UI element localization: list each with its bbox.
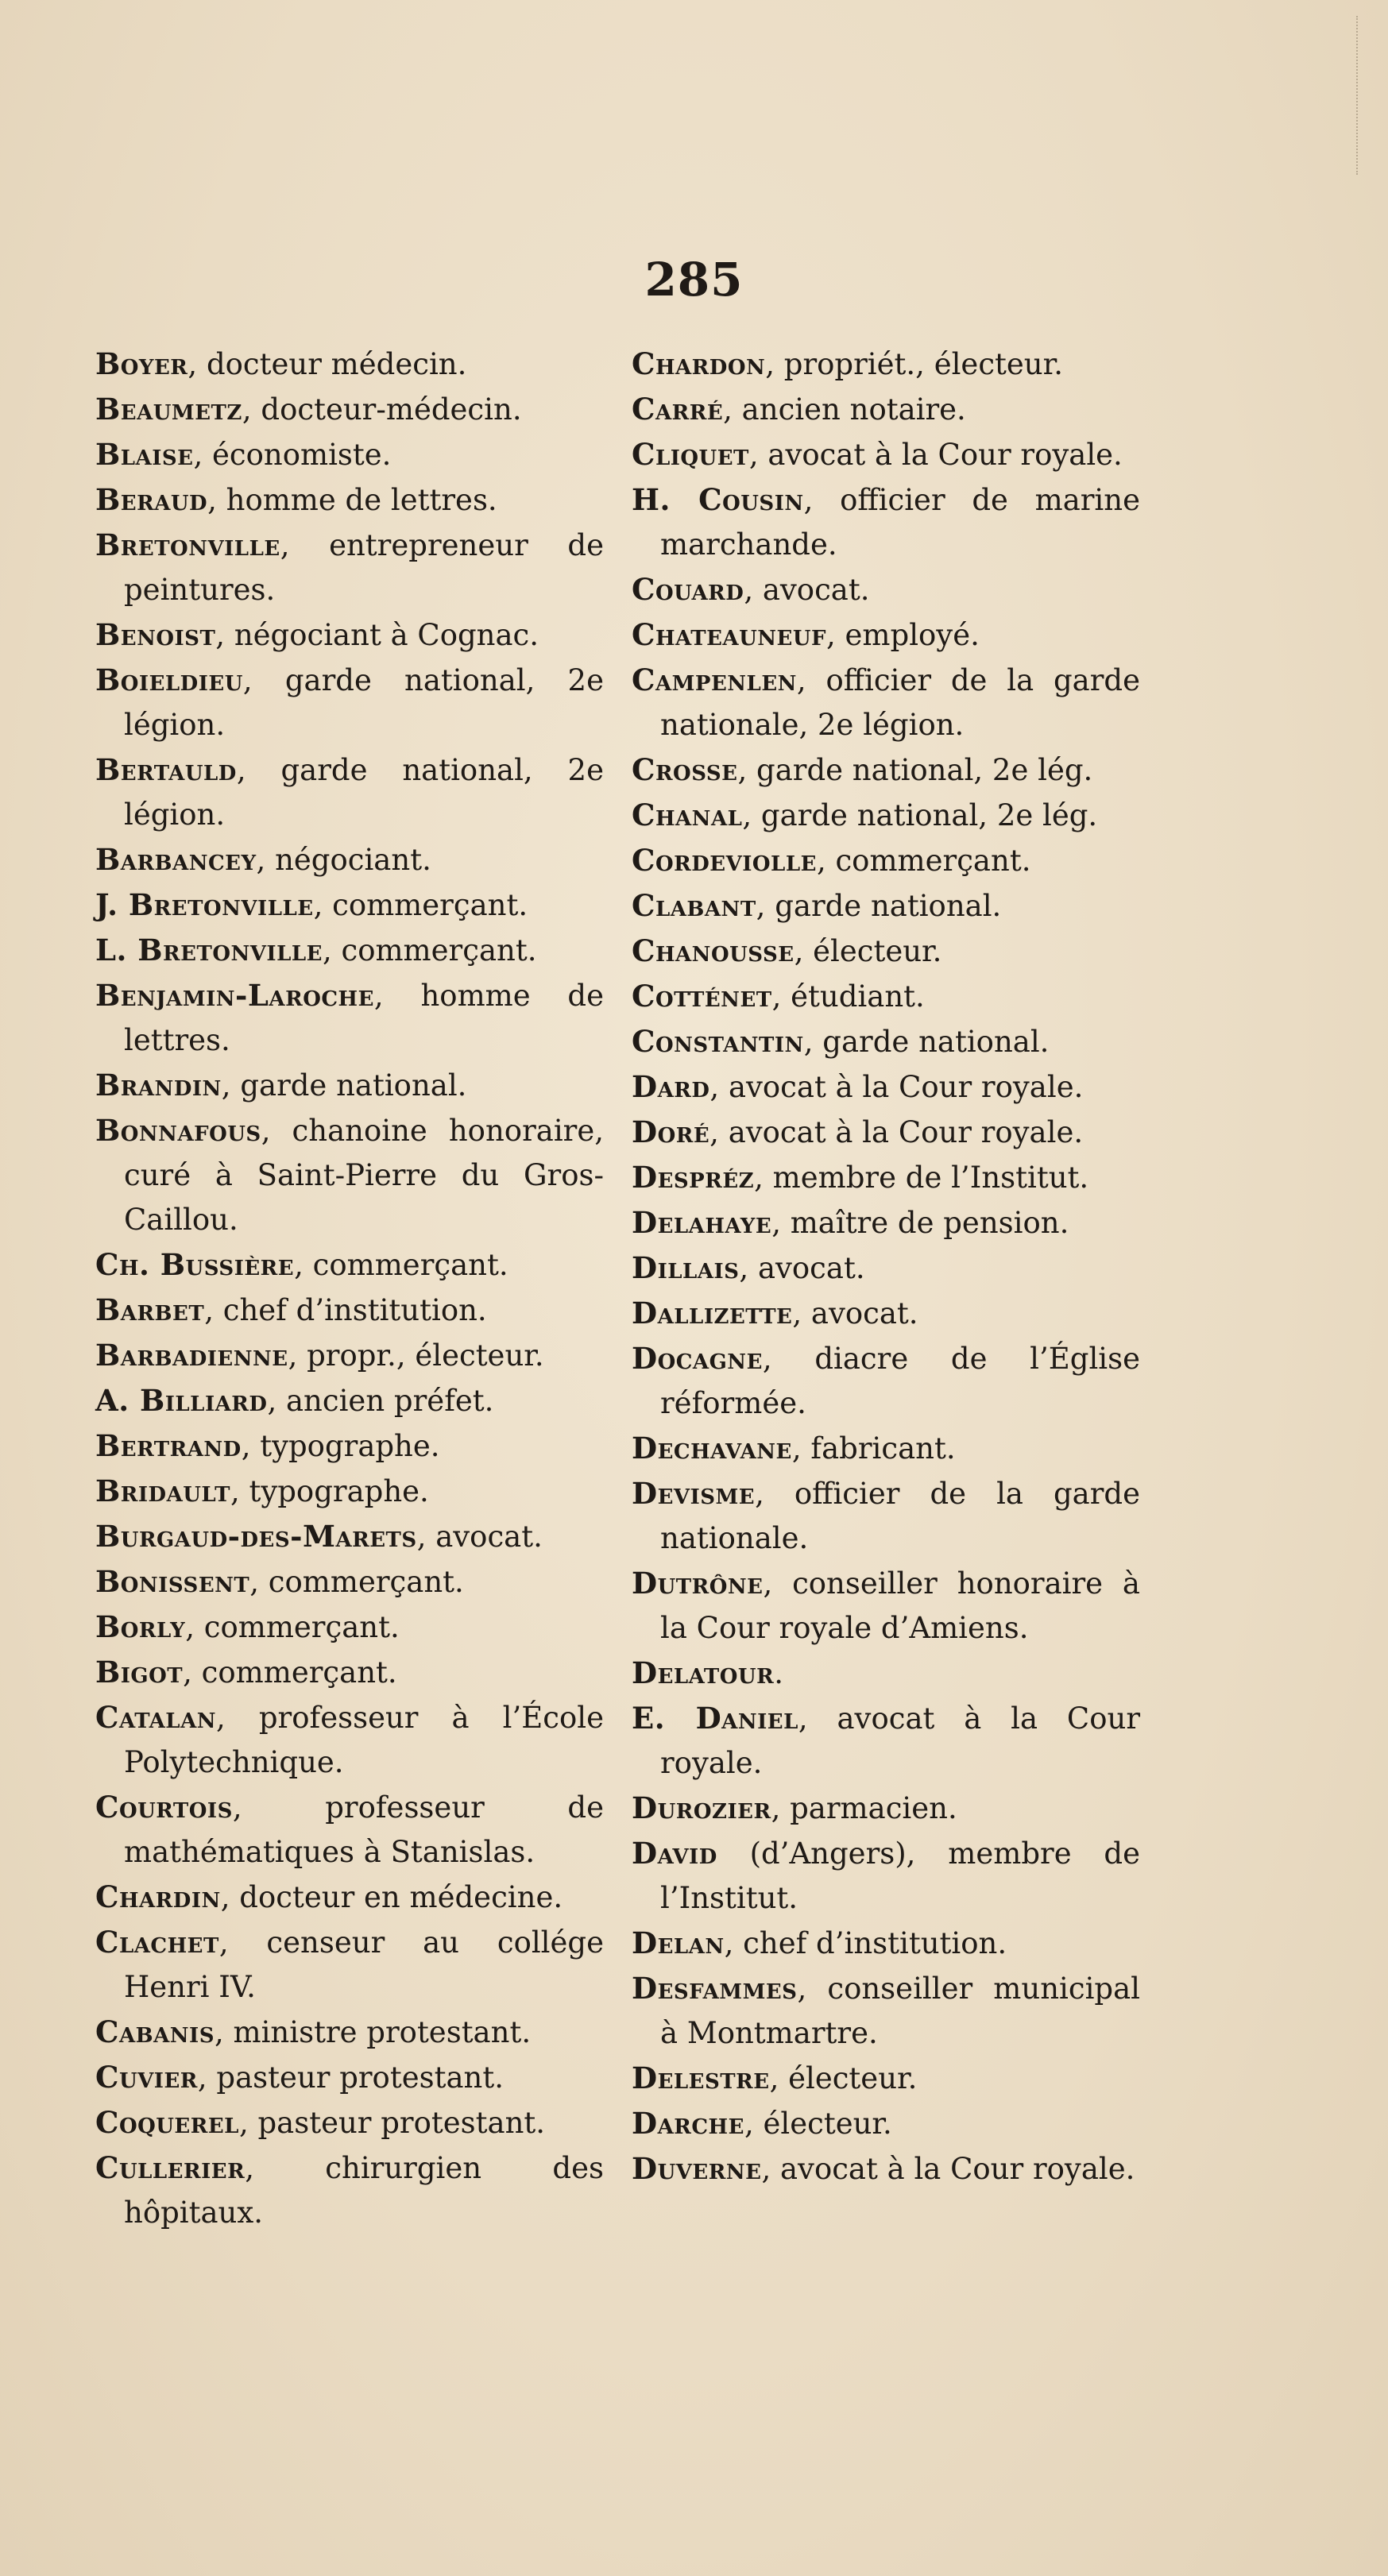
list-entry (632, 1064, 1140, 1110)
entry-name: E. Daniel (632, 1701, 798, 1736)
entry-description: , propr., électeur. (288, 1338, 544, 1373)
entry-name: Dechavane (632, 1431, 792, 1466)
list-entry (632, 612, 1140, 658)
list-entry (95, 1559, 604, 1605)
list-entry (95, 1650, 604, 1695)
entry-name: Courtois (95, 1790, 233, 1825)
list-entry (95, 1288, 604, 1333)
right-column (632, 342, 1140, 2192)
list-entry (95, 523, 604, 612)
entry-description: , avocat à la Cour royale. (761, 2152, 1135, 2186)
entry-description: , avocat à la Cour royale. (748, 438, 1123, 472)
list-entry (632, 1110, 1140, 1155)
entry-description: , avocat. (416, 1520, 543, 1554)
entry-name: Burgaud-des-Marets (95, 1519, 417, 1554)
entry-description: , avocat. (792, 1296, 918, 1330)
entry-name: Coquerel (95, 2105, 239, 2140)
entry-name: Delestre (632, 2060, 770, 2095)
entry-name: Cullerier (95, 2150, 246, 2185)
entry-description: , diacre de l’Église réformée. (660, 1342, 1140, 1420)
entry-name: Dillais (632, 1250, 740, 1285)
entry-description: , commerçant. (183, 1655, 397, 1690)
entry-name: David (632, 1836, 717, 1871)
entry-name: Campenlen (632, 662, 797, 697)
margin-dots (1350, 16, 1358, 175)
entry-description: , fabricant. (791, 1431, 956, 1466)
entry-name: Cliquet (632, 437, 749, 472)
list-entry (632, 567, 1140, 612)
list-entry (632, 1336, 1140, 1426)
entry-description: , typographe. (230, 1474, 429, 1508)
entry-name: Delan (632, 1925, 725, 1960)
entry-name: Bretonville (95, 527, 280, 562)
page-number: 285 (644, 253, 744, 307)
entry-name: Beraud (95, 482, 208, 517)
entry-name: Delatour (632, 1655, 775, 1690)
entry-name: Barbet (95, 1292, 205, 1327)
list-entry (95, 658, 604, 747)
left-column (95, 342, 604, 2235)
entry-description: , professeur à l’École Polytechnique. (124, 1701, 604, 1779)
entry-name: Beaumetz (95, 392, 242, 427)
entry-name: Catalan (95, 1700, 217, 1735)
list-entry (632, 432, 1140, 477)
entry-description: , garde national. (803, 1025, 1050, 1059)
entry-description: , homme de lettres. (124, 979, 604, 1057)
list-entry (632, 2056, 1140, 2101)
entry-name: Cotténet (632, 979, 772, 1014)
entry-description: , docteur-médecin. (242, 392, 522, 427)
entry-name: Dutrône (632, 1566, 764, 1601)
list-entry (632, 1426, 1140, 1471)
list-entry (95, 2010, 604, 2055)
entry-name: Darche (632, 2106, 744, 2141)
entry-description: , commerçant. (816, 844, 1031, 878)
list-entry (95, 1423, 604, 1469)
list-entry (95, 612, 604, 658)
list-entry (632, 387, 1140, 432)
entry-description: , garde national, 2e légion. (124, 753, 604, 832)
list-entry (95, 928, 604, 973)
entry-description: , homme de lettres. (207, 483, 497, 517)
entry-description: , commerçant. (249, 1565, 464, 1599)
list-entry (632, 1471, 1140, 1561)
entry-description: , membre de l’Institut. (754, 1161, 1089, 1195)
entry-description: , commerçant. (313, 888, 528, 922)
entry-description: . (774, 1656, 783, 1690)
list-entry (95, 1514, 604, 1559)
entry-name: Chardin (95, 1879, 221, 1914)
entry-name: Bridault (95, 1473, 230, 1508)
entry-description: , garde national. (221, 1068, 467, 1103)
list-entry (632, 883, 1140, 929)
entry-name: Boyer (95, 346, 188, 381)
entry-description: , ancien préfet. (267, 1384, 494, 1418)
list-entry (95, 747, 604, 837)
entry-description: , officier de la garde nationale, 2e légion. (660, 663, 1140, 742)
entry-name: Dard (632, 1069, 710, 1104)
list-entry (632, 929, 1140, 974)
entry-description: , électeur. (794, 934, 942, 968)
list-entry (95, 973, 604, 1063)
entry-name: H. Cousin (632, 482, 804, 517)
entry-description: , négociant à Cognac. (215, 618, 539, 652)
entry-description: , chef d’institution. (204, 1293, 487, 1327)
entry-description: , docteur en médecine. (220, 1880, 563, 1914)
entry-name: Crosse (632, 752, 738, 787)
list-entry (632, 342, 1140, 387)
entry-name: J. Bretonville (95, 887, 314, 922)
entry-name: Durozier (632, 1790, 771, 1825)
entry-name: Brandin (95, 1068, 222, 1103)
entry-description: , électeur. (744, 2107, 892, 2141)
entry-name: Cuvier (95, 2060, 198, 2095)
entry-name: Dallizette (632, 1296, 793, 1330)
list-entry (632, 2101, 1140, 2146)
entry-name: Bigot (95, 1655, 184, 1690)
entry-description: , commerçant. (185, 1610, 400, 1644)
list-entry (95, 387, 604, 432)
list-entry (632, 793, 1140, 838)
list-entry (95, 2145, 604, 2235)
entry-name: Cordeviolle (632, 843, 817, 878)
entry-name: Doré (632, 1114, 710, 1149)
entry-description: , professeur de mathématiques à Stanislas. (124, 1790, 604, 1869)
entry-name: Cabanis (95, 2014, 215, 2049)
entry-description: , conseiller municipal à Montmartre. (660, 1972, 1140, 2050)
list-entry (632, 1651, 1140, 1696)
entry-name: A. Billiard (95, 1383, 268, 1418)
entry-name: Clabant (632, 888, 756, 923)
entry-description: , commerçant. (294, 1248, 508, 1282)
entry-name: Devisme (632, 1476, 756, 1511)
entry-description: (d’Angers), membre de l’Institut. (660, 1836, 1140, 1915)
list-entry (95, 2055, 604, 2100)
entry-name: Barbadienne (95, 1338, 288, 1373)
list-entry (632, 1966, 1140, 2056)
list-entry (95, 882, 604, 928)
list-entry (632, 1696, 1140, 1786)
list-entry (632, 1786, 1140, 1831)
entry-description: , docteur médecin. (188, 347, 467, 381)
entry-description: , avocat. (744, 573, 870, 607)
list-entry (632, 1155, 1140, 1200)
entry-name: Bonnafous (95, 1113, 261, 1148)
entry-description: , parmacien. (771, 1791, 957, 1825)
entry-name: Ch. Bussière (95, 1247, 295, 1282)
entry-description: , chef d’institution. (724, 1926, 1007, 1960)
entry-name: Borly (95, 1609, 186, 1644)
entry-name: Despréz (632, 1160, 755, 1195)
entry-description: , avocat. (739, 1251, 865, 1285)
list-entry (95, 1920, 604, 2010)
list-entry (632, 1831, 1140, 1921)
list-entry (632, 838, 1140, 883)
entry-name: Delahaye (632, 1205, 772, 1240)
list-entry (632, 1291, 1140, 1336)
entry-description: , entrepreneur de peintures. (124, 528, 604, 607)
list-entry (95, 1378, 604, 1423)
list-entry (632, 974, 1140, 1019)
list-entry (95, 432, 604, 477)
entry-description: , électeur. (769, 2061, 918, 2095)
entry-name: Docagne (632, 1341, 763, 1376)
entry-name: Bonissent (95, 1564, 250, 1599)
list-entry (95, 1469, 604, 1514)
entry-description: , commerçant. (322, 933, 537, 967)
list-entry (632, 1019, 1140, 1064)
entry-description: , chirurgien des hôpitaux. (124, 2151, 604, 2230)
list-entry (632, 2146, 1140, 2192)
list-entry (632, 1561, 1140, 1651)
entry-name: Chanousse (632, 933, 795, 968)
list-entry (95, 2100, 604, 2145)
list-entry (95, 1063, 604, 1108)
entry-description: , ancien notaire. (723, 392, 966, 427)
entry-name: Bertrand (95, 1428, 242, 1463)
entry-description: , employé. (826, 618, 980, 652)
entry-description: , avocat à la Cour royale. (709, 1070, 1084, 1104)
list-entry (95, 1605, 604, 1650)
list-entry (632, 747, 1140, 793)
entry-name: Clachet (95, 1925, 219, 1960)
entry-name: L. Bretonville (95, 933, 323, 967)
entry-description: , officier de la garde nationale. (660, 1477, 1140, 1555)
list-entry (95, 1875, 604, 1920)
entry-name: Chardon (632, 346, 766, 381)
entry-name: Blaise (95, 437, 194, 472)
entry-description: , garde national, 2e lég. (737, 753, 1093, 787)
entry-description: , avocat à la Cour royale. (709, 1115, 1084, 1149)
entry-name: Benjamin-Laroche (95, 978, 374, 1013)
entry-description: , conseiller honoraire à la Cour royale d’Amiens. (660, 1566, 1140, 1645)
entry-description: , garde national, 2e lég. (742, 798, 1098, 832)
entry-description: , ministre protestant. (214, 2015, 532, 2049)
entry-name: Chateauneuf (632, 617, 826, 652)
entry-name: Duverne (632, 2151, 762, 2186)
list-entry (95, 1785, 604, 1875)
entry-name: Couard (632, 572, 744, 607)
list-entry (95, 1242, 604, 1288)
entry-description: , économiste. (193, 438, 392, 472)
entry-description: , négociant. (256, 843, 431, 877)
entry-description: , pasteur protestant. (238, 2106, 546, 2140)
entry-name: Boieldieu (95, 662, 243, 697)
entry-description: , étudiant. (771, 979, 925, 1014)
entry-description: , officier de marine marchande. (660, 483, 1140, 562)
entry-name: Chanal (632, 798, 743, 832)
list-entry (95, 1695, 604, 1785)
entry-name: Barbancey (95, 842, 257, 877)
entry-description: , chanoine honoraire, curé à Saint-Pierre du Gros-Caillou. (124, 1114, 604, 1237)
entry-description: , garde national, 2e légion. (124, 663, 604, 742)
entry-description: , censeur au collége Henri IV. (124, 1925, 604, 2004)
list-entry (95, 837, 604, 882)
entry-description: , pasteur protestant. (197, 2060, 504, 2095)
list-entry (95, 1108, 604, 1242)
list-entry (632, 1921, 1140, 1966)
entry-description: , typographe. (241, 1429, 440, 1463)
entry-name: Benoist (95, 617, 216, 652)
list-entry (95, 477, 604, 523)
entry-description: , avocat à la Cour royale. (660, 1701, 1141, 1780)
entry-description: , garde national. (756, 889, 1002, 923)
list-entry (632, 477, 1140, 567)
list-entry (632, 658, 1140, 747)
entry-name: Carré (632, 392, 724, 427)
list-entry (632, 1200, 1140, 1246)
list-entry (95, 342, 604, 387)
list-entry (632, 1246, 1140, 1291)
entry-name: Constantin (632, 1024, 804, 1059)
entry-name: Bertauld (95, 752, 237, 787)
entry-description: , propriét., électeur. (765, 347, 1064, 381)
entry-description: , maître de pension. (771, 1206, 1069, 1240)
list-entry (95, 1333, 604, 1378)
entry-name: Desfammes (632, 1971, 798, 2006)
